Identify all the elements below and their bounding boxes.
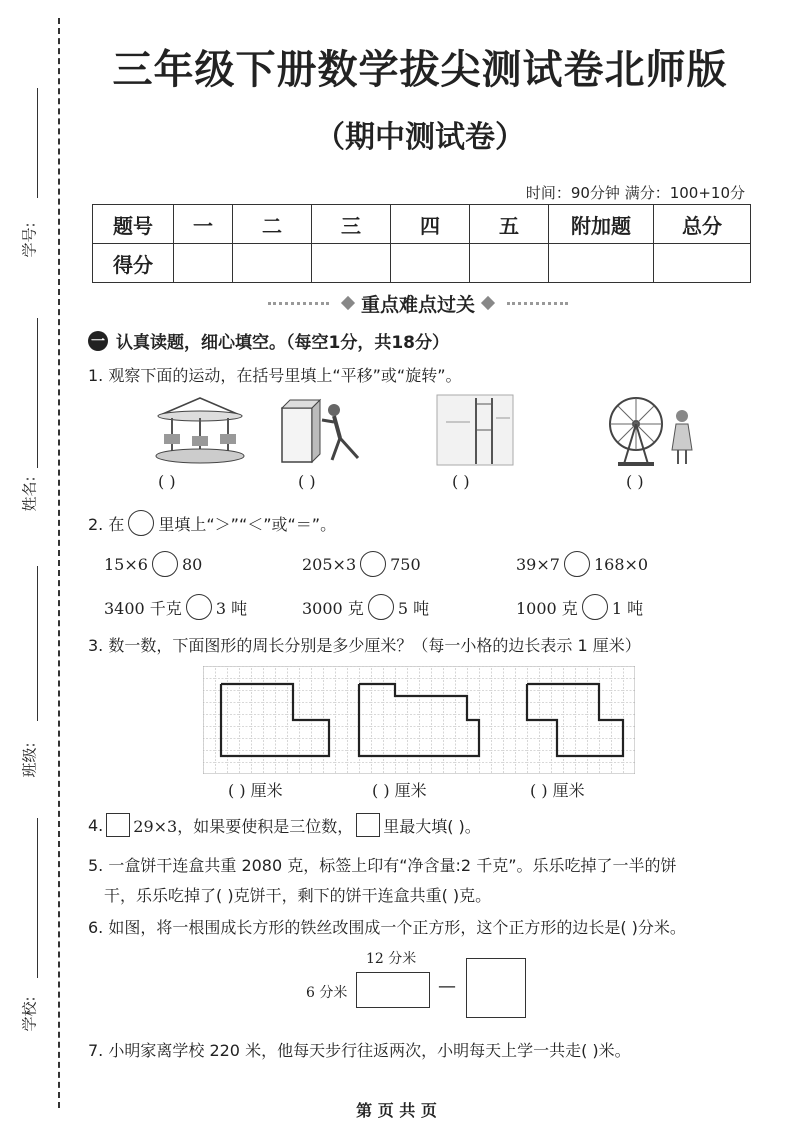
score-cell[interactable] xyxy=(312,244,391,283)
page-footer: 第 页 共 页 xyxy=(356,1101,437,1120)
class-label: 班级: xyxy=(20,742,39,778)
comparison-circle[interactable] xyxy=(152,551,178,577)
comparison-item xyxy=(104,551,202,577)
comparison-left: 3400 千克 xyxy=(104,598,182,618)
comparison-item xyxy=(104,594,247,620)
question-1: 1. 观察下面的运动，在括号里填上“平移”或“旋转”。 xyxy=(88,366,462,385)
comparison-right: 168×0 xyxy=(593,554,649,574)
question-2-text-b: 里填上“＞”“＜”或“＝”。 xyxy=(158,514,337,534)
score-table xyxy=(92,204,751,283)
score-header: 附加题 xyxy=(549,205,654,244)
score-cell[interactable] xyxy=(174,244,233,283)
comparison-left: 39×7 xyxy=(516,554,560,574)
question-3: 3. 数一数，下面图形的周长分别是多少厘米？（每一小格的边长表示 1 厘米） xyxy=(88,636,641,655)
window-picture xyxy=(436,394,514,466)
score-header: 二 xyxy=(233,205,312,244)
student-id-line xyxy=(37,88,38,198)
name-line xyxy=(37,318,38,468)
pushing-box-picture xyxy=(278,396,368,466)
comparison-right: 80 xyxy=(181,554,203,574)
comparison-right: 750 xyxy=(390,554,421,574)
score-cell[interactable] xyxy=(470,244,549,283)
question-4-number: 4. xyxy=(88,815,104,835)
comparison-circle[interactable] xyxy=(564,551,590,577)
binding-dashed-line xyxy=(58,18,60,1108)
arrow-icon: — xyxy=(438,976,456,997)
answer-blank[interactable]: ( ) xyxy=(158,472,176,491)
comparison-item xyxy=(516,551,648,577)
question-5-line-2[interactable]: 干，乐乐吃掉了( )克饼干，剩下的饼干连盒共重( )克。 xyxy=(104,886,492,905)
comparison-item xyxy=(516,594,643,620)
page-subtitle: （期中测试卷） xyxy=(315,120,525,155)
question-2-text-a: 2. 在 xyxy=(88,514,125,534)
page-title: 三年级下册数学拔尖测试卷北师版 xyxy=(112,47,728,93)
score-header: 总分 xyxy=(654,205,751,244)
school-line xyxy=(37,818,38,978)
question-6: 6. 如图，将一根围成长方形的铁丝改围成一个正方形，这个正方形的边长是( )分米。 xyxy=(88,918,686,937)
question-4-text: 29×3，如果要使积是三位数， xyxy=(133,816,354,836)
section-number: 一 xyxy=(88,331,108,351)
comparison-left: 205×3 xyxy=(302,554,357,574)
ferris-wheel-picture xyxy=(602,394,698,468)
student-id-label: 学号: xyxy=(20,222,39,258)
comparison-circle[interactable] xyxy=(582,594,608,620)
comparison-left: 15×6 xyxy=(104,554,148,574)
comparison-right: 5 吨 xyxy=(397,598,430,618)
question-2 xyxy=(88,510,336,536)
section-text: 认真读题，细心填空。（每空1分，共18分） xyxy=(116,333,449,353)
rect-side-label: 6 分米 xyxy=(306,985,348,1001)
perimeter-answer[interactable]: ( ) 厘米 xyxy=(530,781,585,800)
answer-blank[interactable]: ( ) xyxy=(452,472,470,491)
score-header: 题号 xyxy=(93,205,174,244)
comparison-right: 3 吨 xyxy=(215,598,248,618)
perimeter-answer[interactable]: ( ) 厘米 xyxy=(372,781,427,800)
answer-blank[interactable]: ( ) xyxy=(626,472,644,491)
perimeter-grid xyxy=(203,666,635,774)
score-cell[interactable] xyxy=(391,244,470,283)
section-heading xyxy=(88,328,449,353)
school-label: 学校: xyxy=(20,996,39,1032)
circle-icon xyxy=(128,510,154,536)
rectangle-figure xyxy=(356,972,430,1008)
question-5-line-1: 5. 一盒饼干连盒共重 2080 克，标签上印有“净含量:2 千克”。乐乐吃掉了一半的饼 xyxy=(88,856,677,875)
diamond-icon xyxy=(481,296,495,310)
digit-box[interactable] xyxy=(356,813,380,837)
question-4-blank[interactable]: 里最大填( )。 xyxy=(383,816,481,836)
diamond-icon xyxy=(341,296,355,310)
carousel-picture xyxy=(150,394,250,466)
score-header: 五 xyxy=(470,205,549,244)
banner-text: 重点难点过关 xyxy=(361,293,476,316)
question-7: 7. 小明家离学校 220 米，他每天步行往返两次，小明每天上学一共走( )米。 xyxy=(88,1041,631,1060)
section-banner xyxy=(262,290,574,316)
score-cell[interactable] xyxy=(549,244,654,283)
class-line xyxy=(37,566,38,721)
comparison-item xyxy=(302,594,429,620)
comparison-left: 1000 克 xyxy=(516,598,578,618)
comparison-right: 1 吨 xyxy=(611,598,644,618)
name-label: 姓名: xyxy=(20,476,39,512)
comparison-circle[interactable] xyxy=(368,594,394,620)
rect-top-label: 12 分米 xyxy=(366,951,417,967)
score-cell[interactable] xyxy=(654,244,751,283)
score-cell[interactable] xyxy=(233,244,312,283)
comparison-item xyxy=(302,551,421,577)
square-figure xyxy=(466,958,526,1018)
comparison-circle[interactable] xyxy=(360,551,386,577)
comparison-left: 3000 克 xyxy=(302,598,364,618)
digit-box[interactable] xyxy=(106,813,130,837)
score-header: 一 xyxy=(174,205,233,244)
score-header: 四 xyxy=(391,205,470,244)
comparison-circle[interactable] xyxy=(186,594,212,620)
question-4 xyxy=(88,813,481,837)
exam-meta: 时间：90分钟 满分：100+10分 xyxy=(525,184,745,202)
score-row-label: 得分 xyxy=(93,244,174,283)
score-header: 三 xyxy=(312,205,391,244)
answer-blank[interactable]: ( ) xyxy=(298,472,316,491)
perimeter-answer[interactable]: ( ) 厘米 xyxy=(228,781,283,800)
